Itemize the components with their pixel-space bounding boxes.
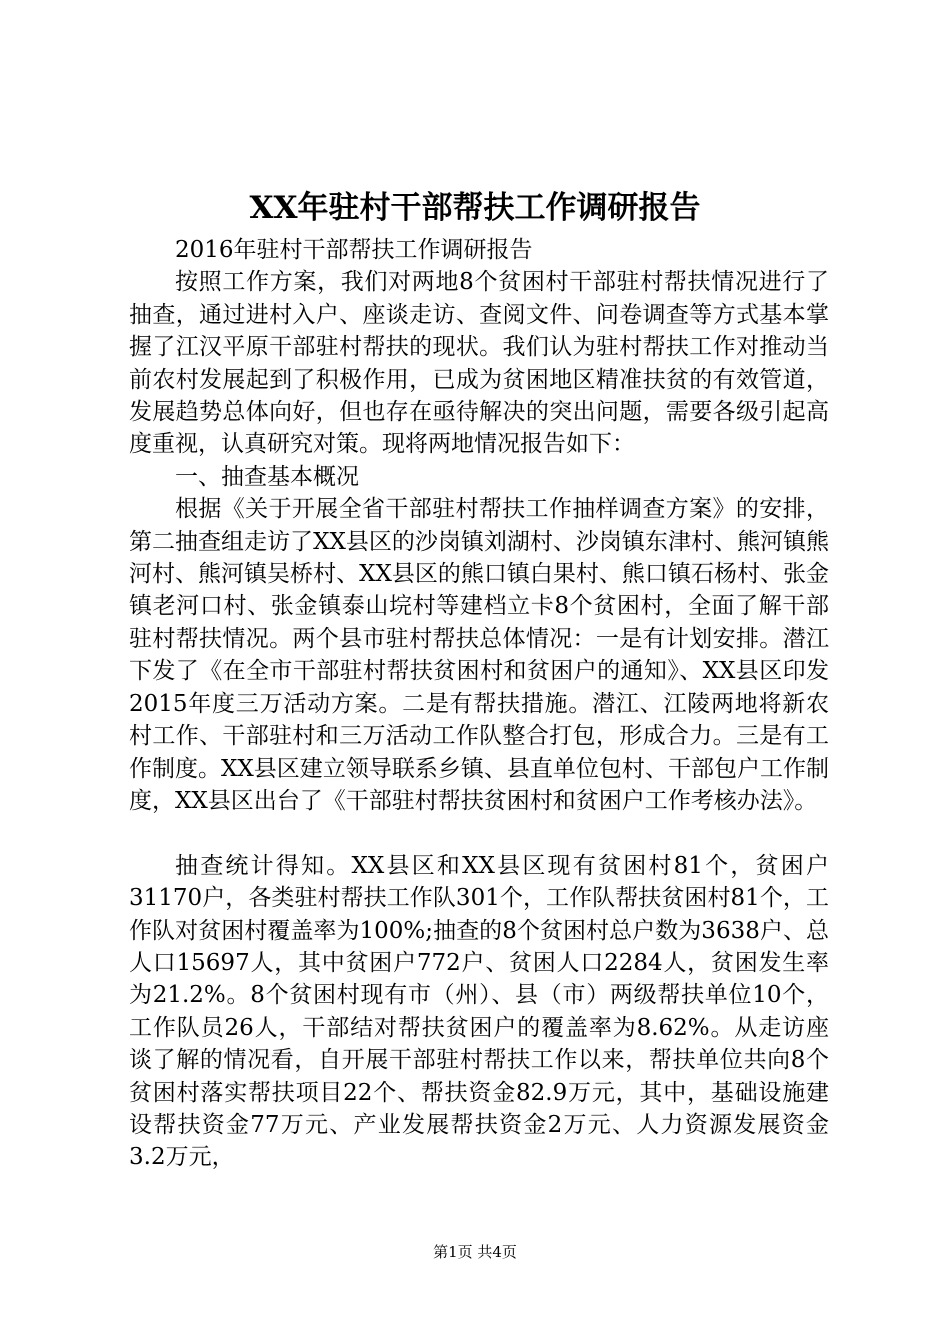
page-footer: 第1页 共4页: [433, 1243, 517, 1261]
document-title: XX年驻村干部帮扶工作调研报告: [249, 190, 701, 226]
section-heading: 一、抽查基本概况: [175, 463, 359, 490]
statistics-paragraph: 抽查统计得知。XX县区和XX县区现有贫困村81个，贫困户31170户，各类驻村帮扶工作队301个，工作队帮扶贫困村81个，工作队对贫困村覆盖率为100%;抽查的8个贫困村总户数为3638户、总人口15697人，其中贫困户772户、贫困人口2284人，贫困发生率为21.2%。8个贫困村现有市（州）、县（市）两级帮扶单位10个，工作队员26人，干部结对帮扶贫困户的覆盖率为8.62%。从走访座谈了解的情况看，自开展干部驻村帮扶工作以来，帮扶单位共向8个贫困村落实帮扶项目22个、帮扶资金82.9万元，其中，基础设施建设帮扶资金77万元、产业发展帮扶资金2万元、人力资源发展资金3.2万元，: [129, 852, 829, 1171]
document-body: [129, 234, 829, 1174]
subtitle-paragraph: 2016年驻村干部帮扶工作调研报告: [175, 237, 533, 263]
intro-paragraph: 按照工作方案，我们对两地8个贫困村干部驻村帮扶情况进行了抽查，通过进村入户、座谈走访、查阅文件、问卷调查等方式基本掌握了江汉平原干部驻村帮扶的现状。我们认为驻村帮扶工作对推动当前农村发展起到了积极作用，已成为贫困地区精准扶贫的有效管道，发展趋势总体向好，但也存在亟待解决的突出问题，需要各级引起高度重视，认真研究对策。现将两地情况报告如下：: [129, 269, 829, 458]
overview-paragraph: 根据《关于开展全省干部驻村帮扶工作抽样调查方案》的安排，第二抽查组走访了XX县区的沙岗镇刘湖村、沙岗镇东津村、熊河镇熊河村、熊河镇吴桥村、XX县区的熊口镇白果村、熊口镇石杨村、张金镇老河口村、张金镇泰山垸村等建档立卡8个贫困村，全面了解干部驻村帮扶情况。两个县市驻村帮扶总体情况：一是有计划安排。潜江下发了《在全市干部驻村帮扶贫困村和贫困户的通知》、XX县区印发2015年度三万活动方案。二是有帮扶措施。潜江、江陵两地将新农村工作、干部驻村和三万活动工作队整合打包，形成合力。三是有工作制度。XX县区建立领导联系乡镇、县直单位包村、干部包户工作制度，XX县区出台了《干部驻村帮扶贫困村和贫困户工作考核办法》。: [129, 496, 829, 814]
